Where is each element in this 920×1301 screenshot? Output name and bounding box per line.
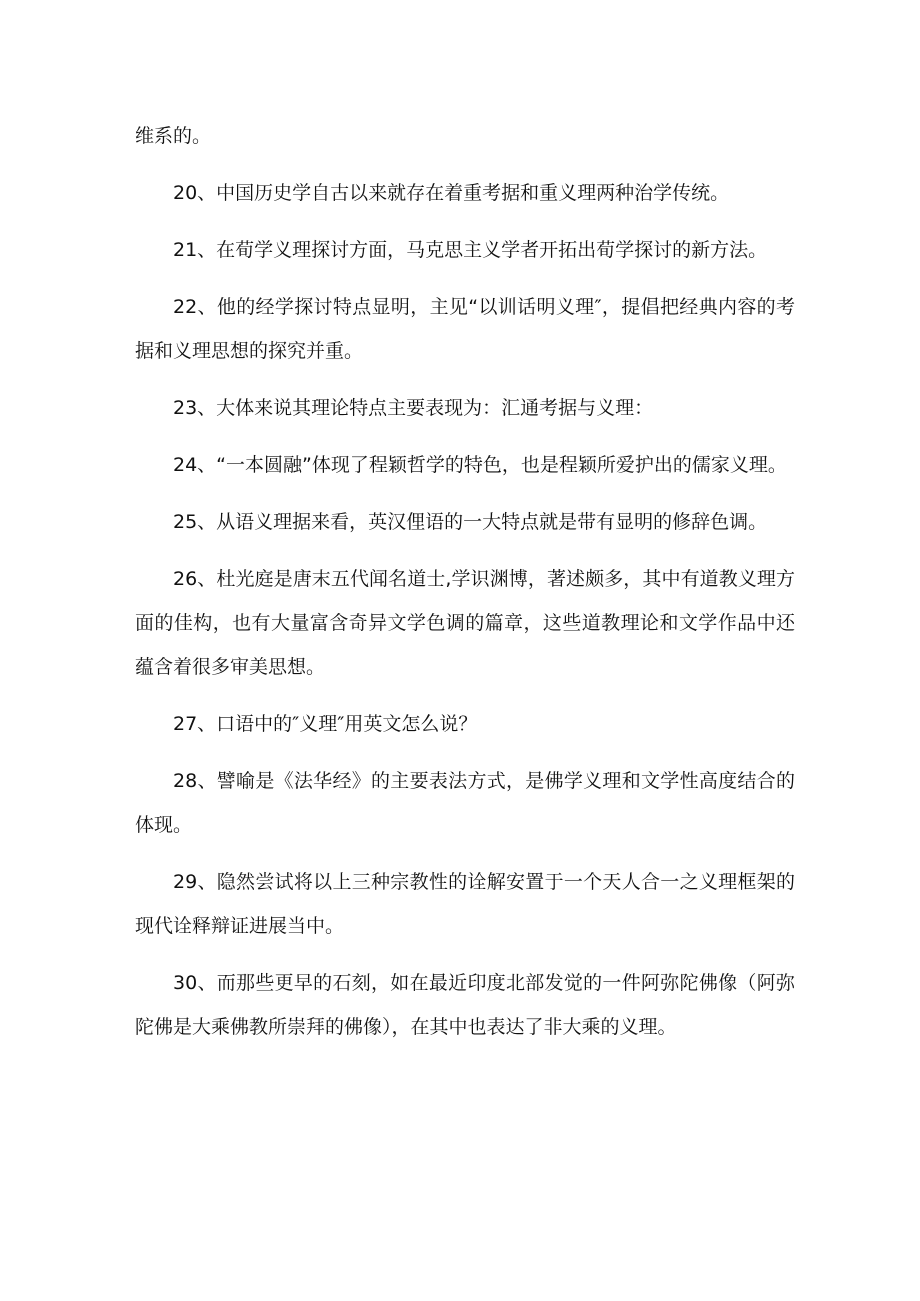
paragraph-item-23: 23、大体来说其理论特点主要表现为：汇通考据与义理：: [173, 397, 654, 419]
paragraph-item-26: 26、杜光庭是唐末五代闻名道士,学识渊博，著述颇多，其中有道教义理方面的佳构，也有大量富含奇异文学色调的篇章，这些道教理论和文学作品中还蕴含着很多审美思想。: [135, 568, 795, 678]
paragraph-continuation: 维系的。: [135, 125, 212, 147]
paragraph-item-22: 22、他的经学探讨特点显明，主见“以训话明义理″，提倡把经典内容的考据和义理思想的探究并重。: [135, 296, 795, 362]
paragraph-item-21: 21、在荀学义理探讨方面，马克思主义学者开拓出荀学探讨的新方法。: [173, 239, 768, 261]
paragraph-item-24: 24、“一本圆融”体现了程颖哲学的特色，也是程颖所爱护出的儒家义理。: [173, 454, 787, 476]
paragraph-item-29: 29、隐然尝试将以上三种宗教性的诠解安置于一个天人合一之义理框架的现代诠释辩证进展当中。: [135, 871, 795, 937]
document-body: [135, 114, 795, 1062]
paragraph-item-30: 30、而那些更早的石刻，如在最近印度北部发觉的一件阿弥陀佛像（阿弥陀佛是大乘佛教所崇拜的佛像），在其中也表达了非大乘的义理。: [135, 972, 795, 1038]
paragraph-item-28: 28、譬喻是《法华经》的主要表法方式，是佛学义理和文学性高度结合的体现。: [135, 770, 795, 836]
paragraph-item-25: 25、从语义理据来看，英汉俚语的一大特点就是带有显明的修辞色调。: [173, 511, 768, 533]
paragraph-item-20: 20、中国历史学自古以来就存在着重考据和重义理两种治学传统。: [173, 182, 730, 204]
paragraph-item-27: 27、口语中的″义理″用英文怎么说？: [173, 713, 478, 735]
